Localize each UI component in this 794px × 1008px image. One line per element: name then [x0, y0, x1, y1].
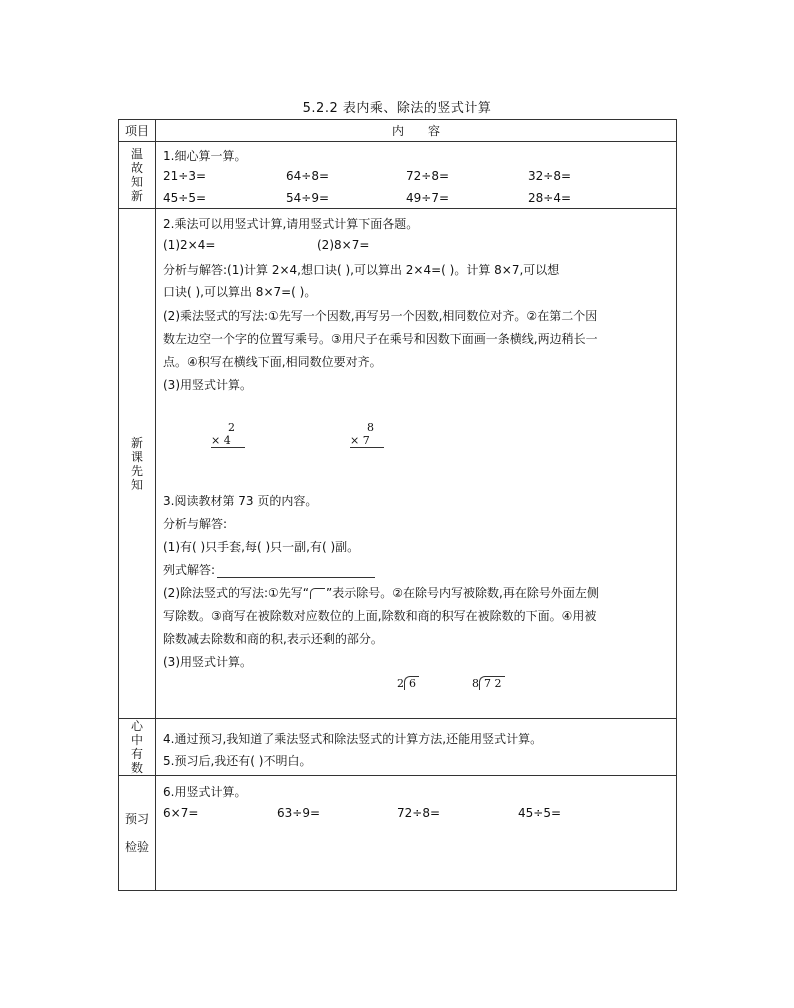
section-review — [156, 142, 677, 209]
q3-analysis: 分析与解答: — [163, 517, 228, 531]
problem: 63÷9= — [277, 806, 321, 820]
div-method-2: 写除数。③商写在被除数对应数位的上面,除数和商的积写在被除数的下面。④用被 — [163, 609, 597, 623]
worksheet-table — [118, 119, 677, 891]
section-label-reflection: 心中有数 — [119, 719, 156, 776]
question-2: 2.乘法可以用竖式计算,请用竖式计算下面各题。 — [163, 217, 419, 231]
analysis-line-2: 口诀( ),可以算出 8×7=( )。 — [163, 285, 317, 299]
problem: 45÷5= — [518, 806, 562, 820]
question-4: 4.通过预习,我知道了乘法竖式和除法竖式的计算方法,还能用竖式计算。 — [163, 732, 543, 746]
problem: 64÷8= — [286, 169, 330, 183]
problem: 72÷8= — [406, 169, 450, 183]
q3-formula: 列式解答: — [163, 561, 375, 578]
mul-method-1: (2)乘法竖式的写法:①先写一个因数,再写另一个因数,相同数位对齐。②在第二个因 — [163, 309, 598, 323]
problem: 45÷5= — [163, 191, 207, 205]
page-title: 5.2.2 表内乘、除法的竖式计算 — [302, 101, 492, 116]
division-sign-icon — [310, 588, 325, 599]
problem: 21÷3= — [163, 169, 207, 183]
question-1: 1.细心算一算。 — [163, 149, 247, 163]
q3-item-1: (1)有( )只手套,每( )只一副,有( )副。 — [163, 540, 360, 554]
vertical-multiplication-2: 8 × 7 — [350, 421, 384, 448]
question-5: 5.预习后,我还有( )不明白。 — [163, 754, 312, 768]
section-label-newlesson: 新课先知 — [119, 209, 156, 719]
vertical-multiplication-1: 2 × 4 — [211, 421, 245, 448]
problem: 28÷4= — [528, 191, 572, 205]
q2-item-2: (2)8×7= — [317, 238, 370, 252]
problem: 49÷7= — [406, 191, 450, 205]
long-division-1: 2 6 — [397, 676, 419, 690]
section-label-check: 预习 检验 — [119, 776, 156, 891]
section-label-review: 温故知新 — [119, 142, 156, 209]
mul-method-3: 点。④积写在横线下面,相同数位要对齐。 — [163, 355, 382, 369]
div-method-3: 除数减去除数和商的积,表示还剩的部分。 — [163, 632, 383, 646]
problem: 72÷8= — [397, 806, 441, 820]
problem: 54÷9= — [286, 191, 330, 205]
problem: 32÷8= — [528, 169, 572, 183]
div-calc-label: (3)用竖式计算。 — [163, 655, 252, 669]
mul-calc-label: (3)用竖式计算。 — [163, 378, 252, 392]
header-item: 项目 — [119, 120, 156, 142]
mul-method-2: 数左边空一个字的位置写乘号。③用尺子在乘号和因数下面画一条横线,两边稍长一 — [163, 332, 598, 346]
section-reflection — [156, 719, 677, 776]
section-newlesson — [156, 209, 677, 719]
analysis-line-1: 分析与解答:(1)计算 2×4,想口诀( ),可以算出 2×4=( )。计算 8×7,可以想 — [163, 263, 560, 277]
header-content: 内 容 — [156, 120, 677, 142]
section-check — [156, 776, 677, 891]
long-division-2: 8 7 2 — [472, 676, 505, 690]
question-3: 3.阅读教材第 73 页的内容。 — [163, 494, 318, 508]
question-6: 6.用竖式计算。 — [163, 785, 247, 799]
answer-line — [217, 566, 375, 578]
div-method-1: (2)除法竖式的写法:①先写“ ”表示除号。②在除号内写被除数,再在除号外面左侧 — [163, 586, 599, 600]
q2-item-1: (1)2×4= — [163, 238, 216, 252]
problem: 6×7= — [163, 806, 199, 820]
